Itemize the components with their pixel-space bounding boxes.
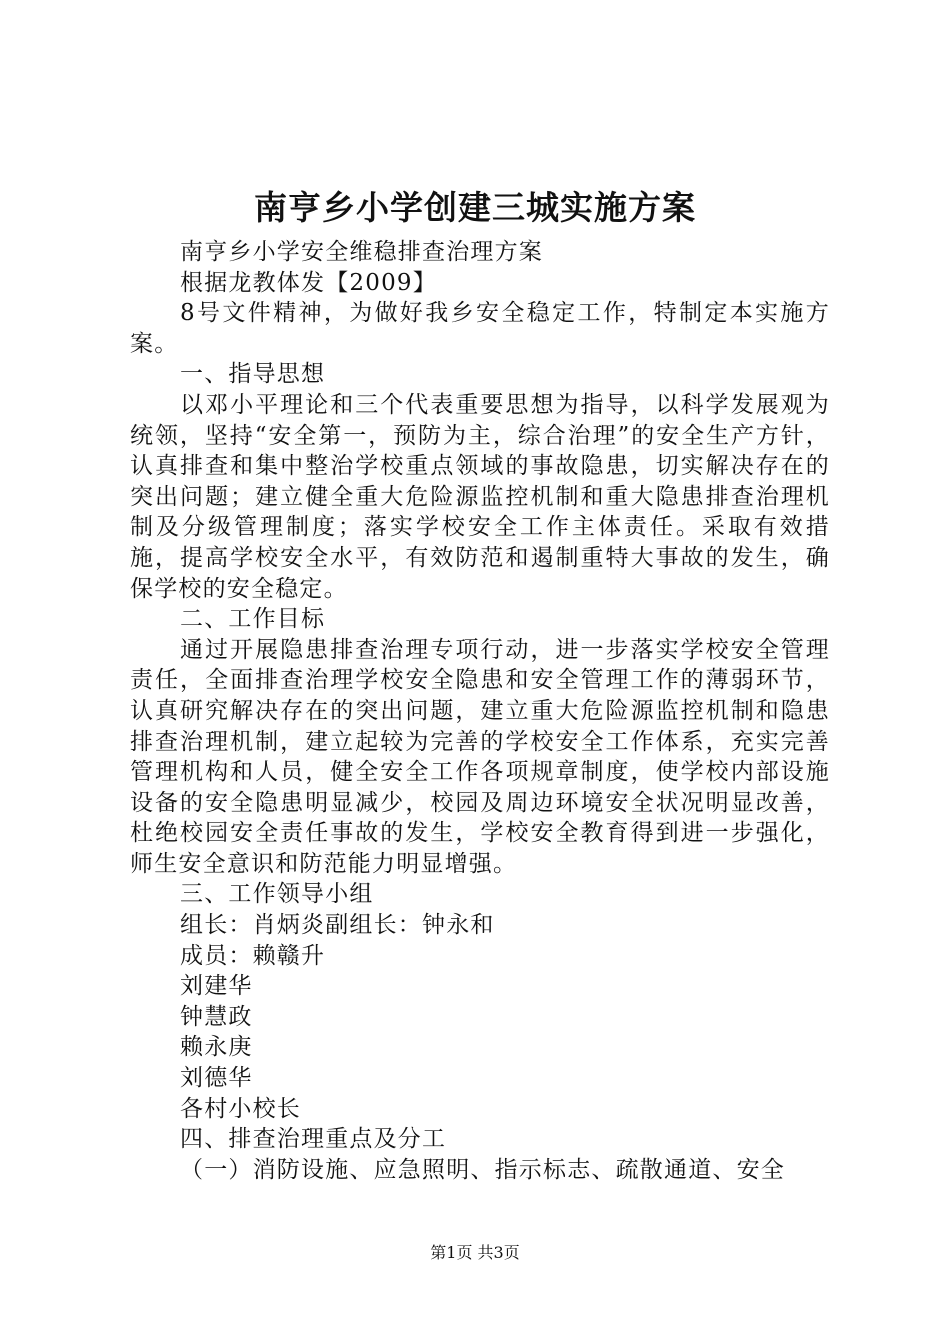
paragraph-basis: 根据龙教体发【2009】 xyxy=(180,269,437,296)
leader-line: 组长：肖炳炎副组长：钟永和 xyxy=(180,912,495,939)
section-heading-work-goals: 二、工作目标 xyxy=(180,606,326,633)
paragraph-guiding-thought: 以邓小平理论和三个代表重要思想为指导，以科学发展观为统领，坚持“安全第一，预防为主，综合治理”的安全生产方针，认真排查和集中整治学校重点领域的事故隐患，切实解决存在的突出问题；建立健全重大危险源监控机制和重大隐患排查治理机制及分级管理制度；落实学校安全工作主体责任。采取有效措施，提高学校安全水平，有效防范和遏制重特大事故的发生，确保学校的安全稳定。 xyxy=(130,391,830,602)
member-name: 赖永庚 xyxy=(180,1034,253,1061)
member-name: 刘建华 xyxy=(180,973,253,1000)
page-footer: 第1页 共3页 xyxy=(430,1243,520,1262)
paragraph-intro: 8号文件精神，为做好我乡安全稳定工作，特制定本实施方案。 xyxy=(130,300,830,357)
section-heading-leadership-group: 三、工作领导小组 xyxy=(180,881,374,908)
section-heading-key-points: 四、排查治理重点及分工 xyxy=(180,1126,447,1153)
section-heading-guiding-thought: 一、指导思想 xyxy=(180,361,326,388)
paragraph-work-goals: 通过开展隐患排查治理专项行动，进一步落实学校安全管理责任，全面排查治理学校安全隐患和安全管理工作的薄弱环节，认真研究解决存在的突出问题，建立重大危险源监控机制和隐患排查治理机制，建立起较为完善的学校安全工作体系，充实完善管理机构和人员，健全安全工作各项规章制度，使学校内部设施设备的安全隐患明显减少，校园及周边环境安全状况明显改善，杜绝校园安全责任事故的发生，学校安全教育得到进一步强化，师生安全意识和防范能力明显增强。 xyxy=(130,636,830,877)
member-name: 各村小校长 xyxy=(180,1095,301,1122)
document-body xyxy=(130,237,830,1185)
member-line: 成员：赖赣升 xyxy=(180,942,326,969)
paragraph-subtitle: 南亨乡小学安全维稳排查治理方案 xyxy=(180,239,543,265)
member-name: 钟慧政 xyxy=(180,1003,253,1030)
member-name: 刘德华 xyxy=(180,1065,253,1092)
paragraph-item-one: （一）消防设施、应急照明、指示标志、疏散通道、安全 xyxy=(180,1156,785,1183)
document-title: 南亨乡小学创建三城实施方案 xyxy=(254,188,696,227)
